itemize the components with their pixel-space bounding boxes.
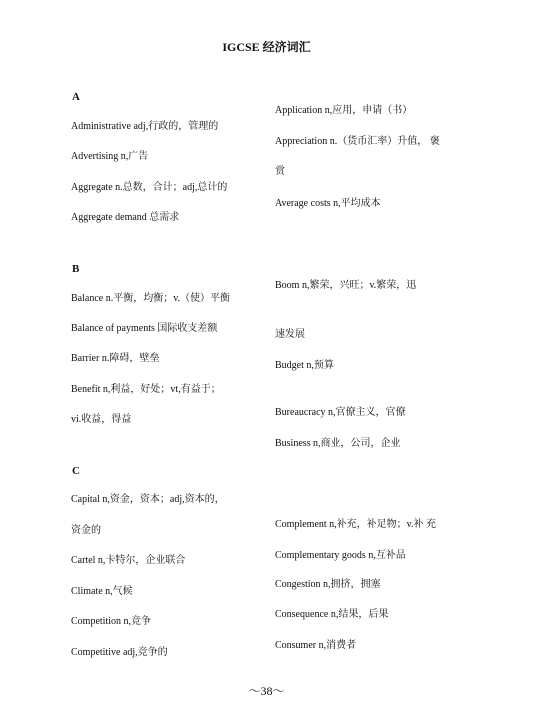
- entry-balance-of-payments: Balance of payments 国际收支差额: [71, 323, 218, 334]
- entry-average-costs: Average costs n,平均成本: [275, 198, 381, 209]
- entry-appreciation: Appreciation n.（货币汇率）升值， 褒: [275, 136, 440, 147]
- entry-competitive: Competitive adj,竞争的: [71, 647, 168, 658]
- entry-consequence: Consequence n,结果，后果: [275, 609, 389, 620]
- entry-boom-cont: 速发展: [275, 329, 305, 340]
- entry-aggregate: Aggregate n.总数，合计；adj,总计的: [71, 182, 228, 193]
- entry-complement: Complement n,补充，补足物；v.补 充: [275, 519, 437, 530]
- entry-capital-cont: 资金的: [71, 525, 101, 536]
- entry-barrier: Barrier n.障碍，壁垒: [71, 353, 160, 364]
- page-title: IGCSE 经济词汇: [222, 40, 311, 54]
- entry-bureaucracy: Bureaucracy n,官僚主义，官僚: [275, 407, 406, 418]
- entry-balance: Balance n.平衡，均衡；v.（使）平衡: [71, 293, 231, 304]
- entry-boom: Boom n,繁荣，兴旺；v.繁荣，迅: [275, 280, 417, 291]
- entry-advertising: Advertising n,广告: [71, 151, 149, 162]
- entry-capital: Capital n,资金，资本；adj,资本的，: [71, 494, 225, 505]
- entry-appreciation-cont: 赏: [275, 166, 285, 177]
- entry-business: Business n,商业，公司，企业: [275, 438, 401, 449]
- entry-benefit-cont: vi.收益，得益: [71, 414, 132, 425]
- entry-climate: Climate n,气候: [71, 586, 133, 597]
- entry-competition: Competition n,竞争: [71, 616, 151, 627]
- entry-consumer: Consumer n,消费者: [275, 640, 357, 651]
- entry-benefit: Benefit n,利益，好处；vt,有益于；: [71, 384, 221, 395]
- entry-application: Application n,应用，申请（书）: [275, 105, 413, 116]
- entry-administrative: Administrative adj,行政的，管理的: [71, 121, 219, 132]
- section-letter-c: C: [72, 465, 80, 477]
- entry-congestion: Congestion n,拥挤，拥塞: [275, 579, 381, 590]
- page-number: ～38～: [248, 684, 285, 698]
- entry-complementary-goods: Complementary goods n,互补品: [275, 550, 406, 561]
- entry-aggregate-demand: Aggregate demand 总需求: [71, 212, 180, 223]
- entry-cartel: Cartel n,卡特尔，企业联合: [71, 555, 186, 566]
- section-letter-b: B: [72, 263, 80, 275]
- section-letter-a: A: [72, 91, 80, 103]
- entry-budget: Budget n,预算: [275, 360, 334, 371]
